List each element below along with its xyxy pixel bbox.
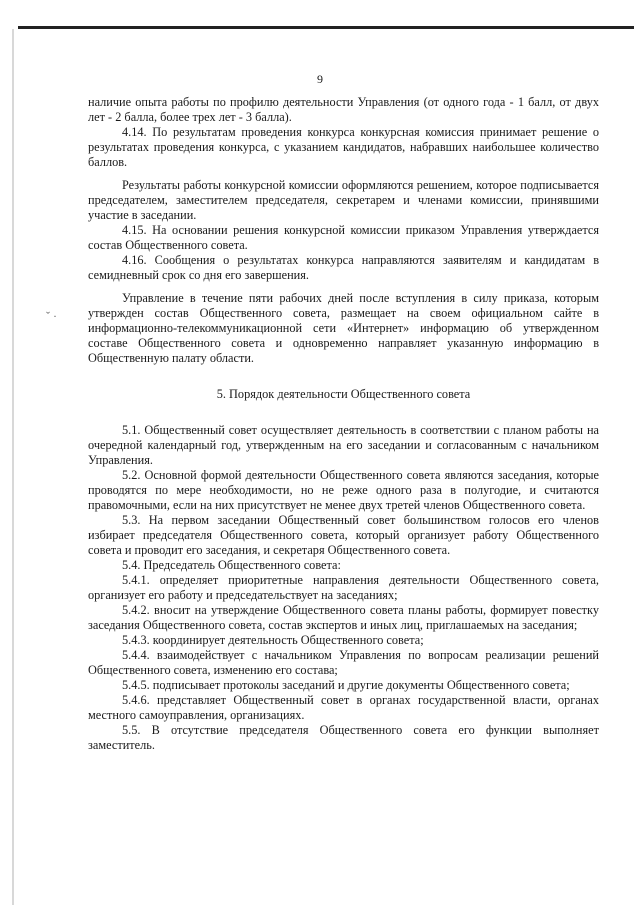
paragraph: 5.3. На первом заседании Общественный совет большинством голосов его членов избирает председателя Общественного совета, который организует работу Общественного совета и проводит его заседания, и секретаря Общественного совета. — [88, 513, 599, 557]
paragraph: Результаты работы конкурсной комиссии оформляются решением, которое подписывается председателем, заместителем председателя, секретарем и членами комиссии, принявшими участие в заседании. — [88, 178, 599, 222]
document-body — [88, 95, 599, 753]
paragraph: 5.2. Основной формой деятельности Общественного совета являются заседания, которые проводятся по мере необходимости, но не реже одного раза в полугодие, и считаются правомочными, если на них присутствует не менее двух третей членов Общественного совета. — [88, 468, 599, 512]
paragraph: Управление в течение пяти рабочих дней после вступления в силу приказа, которым утвержден состав Общественного совета, размещает на своем официальном сайте в информационно-телекоммуникационной сети «Интернет» информацию об утвержденном составе Общественного совета и одновременно направляет указанную информацию в Общественную палату области. — [88, 291, 599, 365]
paragraph: наличие опыта работы по профилю деятельности Управления (от одного года - 1 балл, от двух лет - 2 балла, более трех лет - 3 балла). — [88, 95, 599, 124]
scan-top-border — [18, 26, 634, 29]
paragraph: 4.14. По результатам проведения конкурса конкурсная комиссия принимает решение о результатах проведения конкурса, с указанием кандидатов, набравших наибольшее количество баллов. — [88, 125, 599, 169]
paragraph: 5.4.3. координирует деятельность Общественного совета; — [122, 633, 424, 647]
page-number: 9 — [317, 72, 323, 86]
paragraph: 5.1. Общественный совет осуществляет деятельность в соответствии с планом работы на очередной календарный год, утвержденным на его заседании и согласованным с начальником Управления. — [88, 423, 599, 467]
paragraph: 5.5. В отсутствие председателя Общественного совета его функции выполняет заместитель. — [88, 723, 599, 752]
paragraph: 4.15. На основании решения конкурсной комиссии приказом Управления утверждается состав Общественного совета. — [88, 223, 599, 252]
paragraph: 5.4.4. взаимодействует с начальником Управления по вопросам реализации решений Общественного совета, изменению его состава; — [88, 648, 599, 677]
scan-left-edge — [12, 29, 14, 905]
section-heading: 5. Порядок деятельности Общественного совета — [216, 387, 471, 401]
paragraph: 5.4.2. вносит на утверждение Общественного совета планы работы, формирует повестку заседания Общественного совета, состав экспертов и иных лиц, приглашаемых на заседания; — [88, 603, 599, 632]
paragraph: 5.4. Председатель Общественного совета: — [122, 558, 341, 572]
paragraph: 5.4.5. подписывает протоколы заседаний и другие документы Общественного совета; — [122, 678, 570, 692]
paragraph: 4.16. Сообщения о результатах конкурса направляются заявителям и кандидатам в семидневный срок со дня его завершения. — [88, 253, 599, 282]
paragraph: 5.4.6. представляет Общественный совет в органах государственной власти, органах местного самоуправления, организациях. — [88, 693, 599, 722]
paragraph: 5.4.1. определяет приоритетные направления деятельности Общественного совета, организует его работу и председательствует на заседаниях; — [88, 573, 599, 602]
margin-mark-icon: ˇ · — [46, 309, 57, 323]
